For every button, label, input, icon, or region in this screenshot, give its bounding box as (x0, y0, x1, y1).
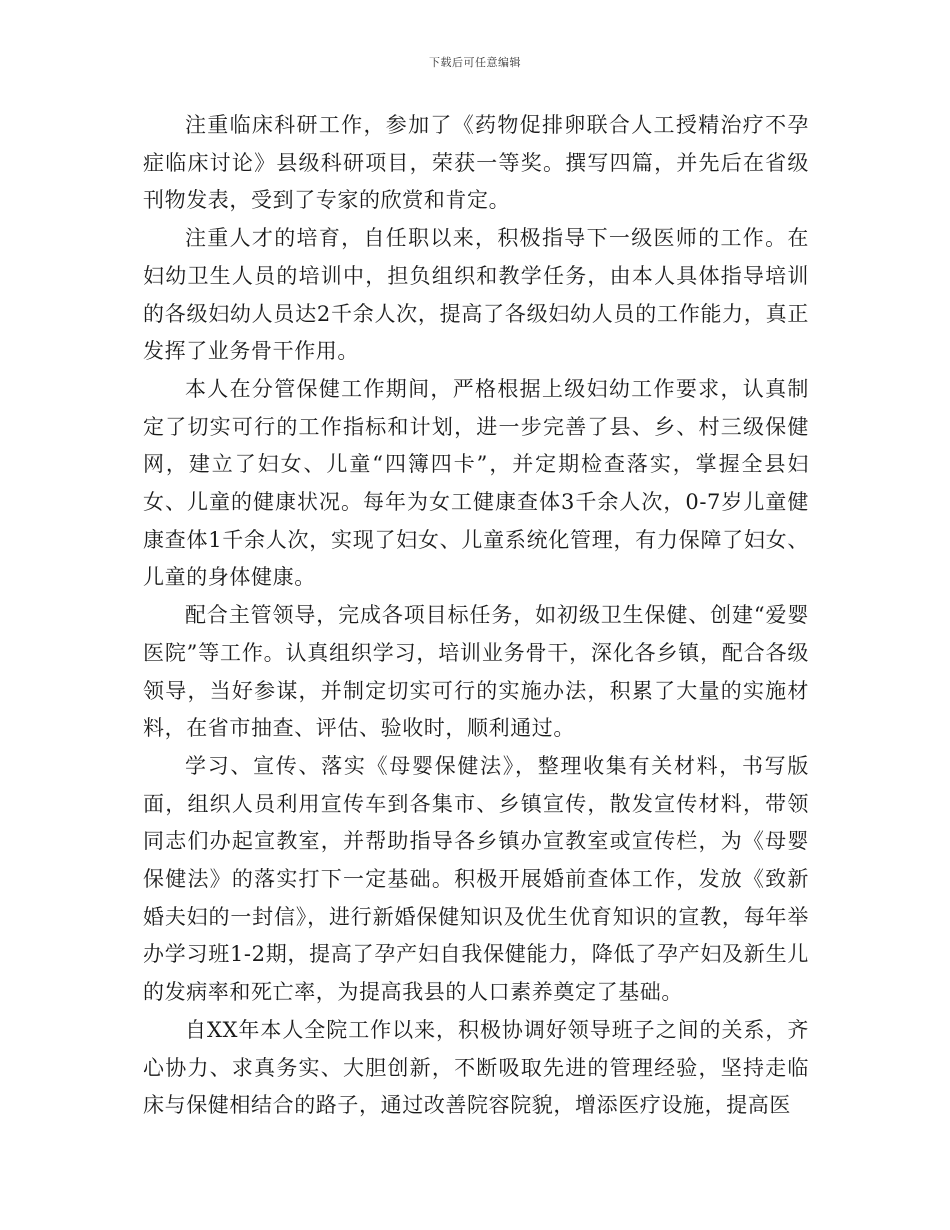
paragraph-hospital-management: 自XX年本人全院工作以来，积极协调好领导班子之间的关系，齐心协力、求真务实、大胆创新，不断吸取先进的管理经验，坚持走临床与保健相结合的路子，通过改善院容院貌，增添医疗设施，提高医 (143, 1017, 809, 1118)
page-header: 下载后可任意编辑 (429, 56, 521, 69)
paragraph-leadership-tasks: 配合主管领导，完成各项目标任务，如初级卫生保健、创建“爱婴医院”等工作。认真组织学习，培训业务骨干，深化各乡镇，配合各级领导，当好参谋，并制定切实可行的实施办法，积累了大量的实施材料，在省市抽查、评估、验收时，顺利通过。 (143, 603, 809, 741)
document-body (143, 107, 809, 1125)
paragraph-research: 注重临床科研工作，参加了《药物促排卵联合人工授精治疗不孕症临床讨论》县级科研项目，荣获一等奖。撰写四篇，并先后在省级刊物发表，受到了专家的欣赏和肯定。 (143, 113, 809, 213)
paragraph-training: 注重人才的培育，自任职以来，积极指导下一级医师的工作。在妇幼卫生人员的培训中，担负组织和教学任务，由本人具体指导培训的各级妇幼人员达2千余人次，提高了各级妇幼人员的工作能力，真正发挥了业务骨干作用。 (143, 226, 809, 364)
paragraph-health-care: 本人在分管保健工作期间，严格根据上级妇幼工作要求，认真制定了切实可行的工作指标和计划，进一步完善了县、乡、村三级保健网，建立了妇女、儿童“四簿四卡”，并定期检查落实，掌握全县妇女、儿童的健康状况。每年为女工健康查体3千余人次，0-7岁儿童健康查体1千余人次，实现了妇女、儿童系统化管理，有力保障了妇女、儿童的身体健康。 (143, 376, 809, 590)
paragraph-maternal-law: 学习、宣传、落实《母婴保健法》，整理收集有关材料，书写版面，组织人员利用宣传车到各集市、乡镇宣传，散发宣传材料，带领同志们办起宣教室，并帮助指导各乡镇办宣教室或宣传栏，为《母婴保健法》的落实打下一定基础。积极开展婚前查体工作，发放《致新婚夫妇的一封信》，进行新婚保健知识及优生优育知识的宣教，每年举办学习班1-2期，提高了孕产妇自我保健能力，降低了孕产妇及新生儿的发病率和死亡率，为提高我县的人口素养奠定了基础。 (143, 753, 809, 1005)
